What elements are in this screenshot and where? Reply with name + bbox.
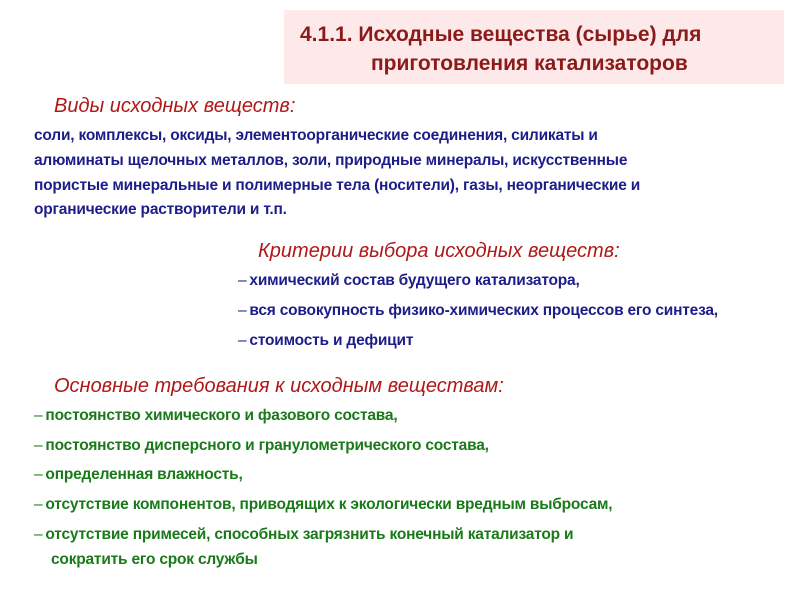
kinds-line-1: соли, комплексы, оксиды, элементоорганические соединения, силикаты и	[34, 127, 598, 144]
page-title-line-2: приготовления катализаторов	[371, 52, 688, 75]
dash-marker: –	[238, 302, 247, 319]
dash-marker: –	[34, 407, 43, 424]
page-title-line-1: 4.1.1. Исходные вещества (сырье) для	[300, 23, 702, 46]
kinds-heading: Виды исходных веществ:	[54, 95, 296, 117]
criteria-item-text: химический состав будущего катализатора,	[249, 272, 580, 289]
dash-marker: –	[34, 437, 43, 454]
dash-marker: –	[238, 272, 247, 289]
requirements-item-4	[34, 496, 612, 514]
requirements-item-text: отсутствие примесей, способных загрязнить конечный катализатор и	[45, 526, 574, 543]
kinds-line-4: органические растворители и т.п.	[34, 201, 287, 218]
dash-marker: –	[34, 526, 43, 543]
kinds-line-2: алюминаты щелочных металлов, золи, природные минералы, искусственные	[34, 152, 628, 169]
criteria-heading: Критерии выбора исходных веществ:	[258, 240, 620, 262]
requirements-item-text: постоянство химического и фазового состава,	[45, 407, 398, 424]
criteria-item-1	[238, 272, 580, 290]
requirements-item-2	[34, 437, 489, 455]
requirements-heading: Основные требования к исходным веществам:	[54, 375, 504, 397]
requirements-item-3	[34, 466, 243, 484]
requirements-item-5-continuation: сократить его срок службы	[51, 551, 258, 568]
kinds-line-3: пористые минеральные и полимерные тела (носители), газы, неорганические и	[34, 177, 641, 194]
criteria-item-text: стоимость и дефицит	[249, 332, 414, 349]
criteria-item-3	[238, 332, 413, 350]
requirements-item-text: постоянство дисперсного и гранулометрического состава,	[45, 437, 489, 454]
dash-marker: –	[34, 496, 43, 513]
criteria-item-2	[238, 302, 718, 320]
criteria-item-text: вся совокупность физико-химических процессов его синтеза,	[249, 302, 718, 319]
requirements-item-text: отсутствие компонентов, приводящих к экологически вредным выбросам,	[45, 496, 613, 513]
dash-marker: –	[34, 466, 43, 483]
requirements-item-5	[34, 526, 573, 544]
dash-marker: –	[238, 332, 247, 349]
requirements-item-text: определенная влажность,	[45, 466, 243, 483]
requirements-item-1	[34, 407, 397, 425]
